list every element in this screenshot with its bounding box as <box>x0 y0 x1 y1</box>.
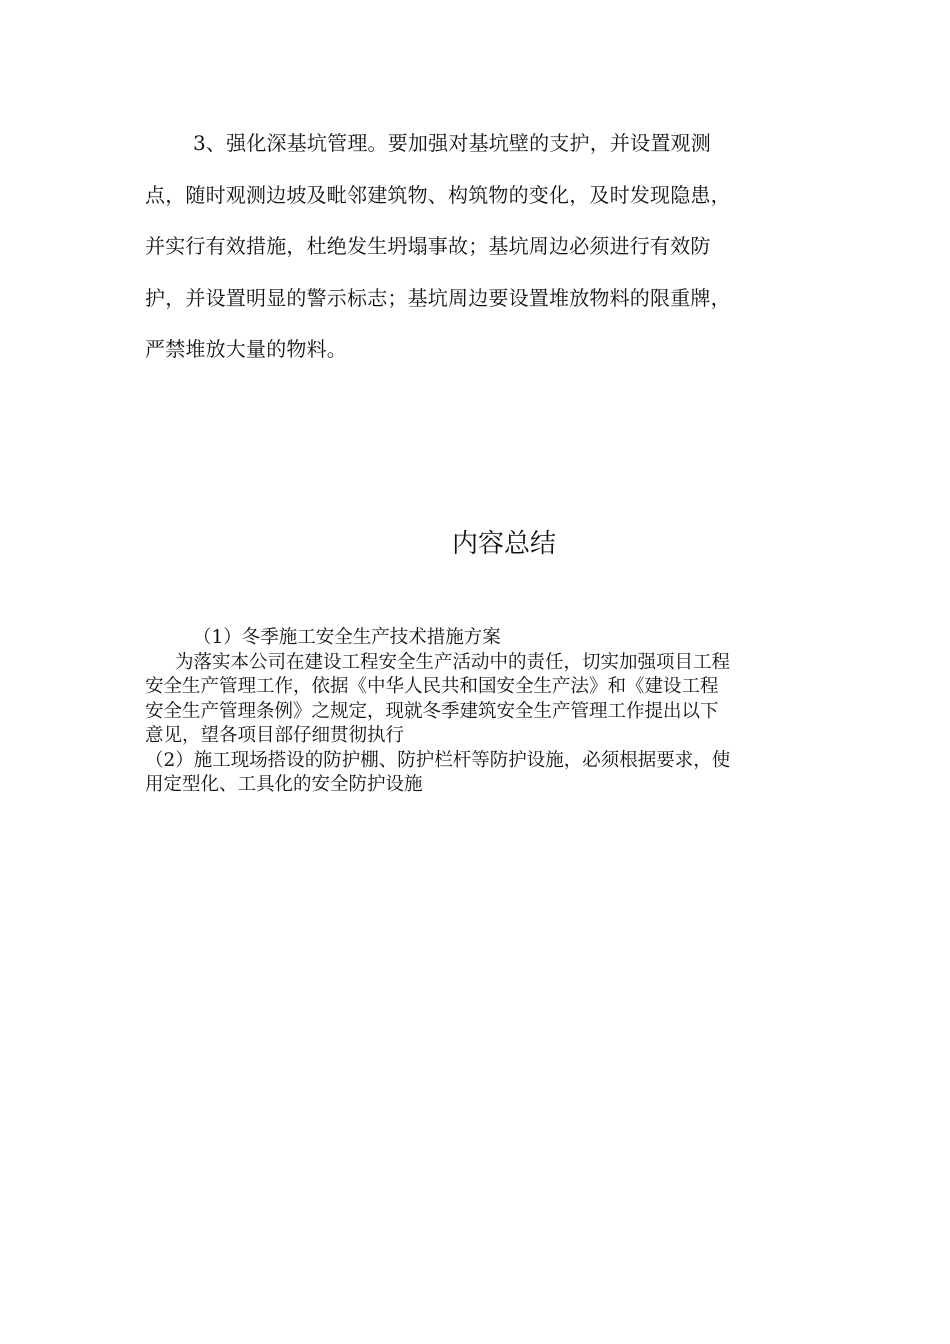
summary-line: （2）施工现场搭设的防护棚、防护栏杆等防护设施，必须根据要求，使 <box>145 749 731 771</box>
summary-line: 安全生产管理工作，依据《中华人民共和国安全生产法》和《建设工程 <box>145 676 719 697</box>
summary-line: 用定型化、工具化的安全防护设施 <box>145 774 423 795</box>
paragraph-line: 护，并设置明显的警示标志；基坑周边要设置堆放物料的限重牌， <box>145 285 731 310</box>
paragraph-line: 严禁堆放大量的物料。 <box>145 337 347 361</box>
body-paragraph <box>145 118 795 376</box>
summary-line: 安全生产管理条例》之规定，现就冬季建筑安全生产管理工作提出以下 <box>145 700 719 722</box>
summary-content <box>145 626 805 798</box>
paragraph-line: 点，随时观测边坡及毗邻建筑物、构筑物的变化，及时发现隐患， <box>145 182 731 207</box>
summary-line: （1）冬季施工安全生产技术措施方案 <box>193 627 501 648</box>
paragraph-line: 3、强化深基坑管理。要加强对基坑壁的支护，并设置观测 <box>193 131 711 155</box>
summary-line: 为落实本公司在建设工程安全生产活动中的责任，切实加强项目工程 <box>175 651 731 673</box>
summary-title: 内容总结 <box>451 529 556 559</box>
paragraph-line: 并实行有效措施，杜绝发生坍塌事故；基坑周边必须进行有效防 <box>145 234 711 258</box>
summary-line: 意见，望各项目部仔细贯彻执行 <box>145 725 405 746</box>
